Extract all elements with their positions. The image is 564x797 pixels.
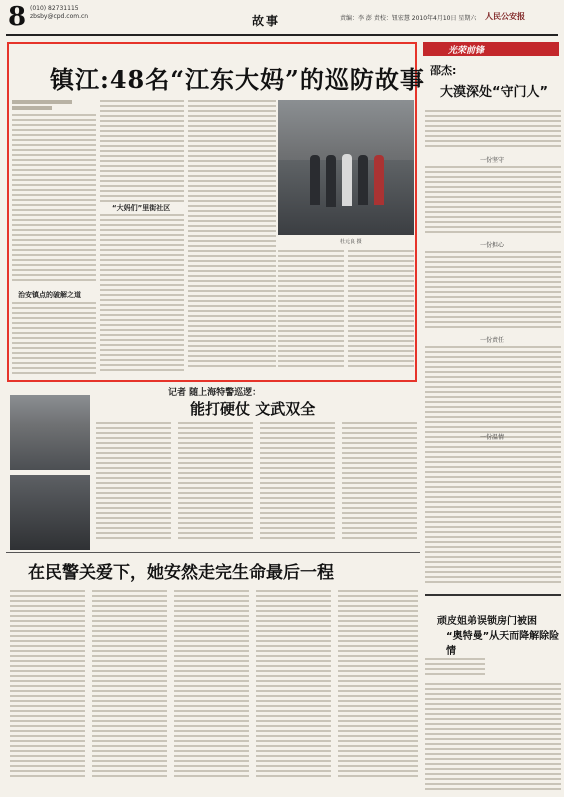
- bottom-rule: [6, 552, 420, 553]
- column-tag-text: 光荣前锋: [448, 46, 485, 56]
- right-box-headline-1: 顽皮姐弟误锁房门被困: [437, 616, 537, 627]
- main-headline: 镇江:48名“江东大妈”的巡防故事: [50, 65, 425, 94]
- right-subhead-4: 一份温情: [480, 434, 505, 441]
- contact-info: [30, 5, 88, 21]
- main-subhead-2: “大妈们”里街社区: [112, 204, 171, 212]
- right-text: [425, 100, 561, 590]
- main-col-4: [278, 250, 414, 375]
- main-col-1b: [12, 302, 96, 377]
- main-col-2: [100, 100, 184, 375]
- right-subhead-1: 一份坚守: [480, 157, 505, 164]
- bottom-text: [10, 590, 420, 790]
- middle-headline: 能打硬仗 文武双全: [190, 400, 316, 418]
- middle-text: [96, 422, 418, 550]
- photo-caption: 杜元良 摄: [340, 239, 362, 245]
- editor-line: [340, 13, 476, 22]
- middle-photo-2: [10, 475, 90, 550]
- bottom-headline: 在民警关爱下，她安然走完生命最后一程: [28, 563, 334, 583]
- page-number: 8: [8, 2, 27, 32]
- contact-email: zbsby@cpd.com.cn: [30, 13, 89, 20]
- middle-photo-1: [10, 395, 90, 470]
- right-box-text: [425, 648, 561, 793]
- main-col-3: [188, 100, 276, 375]
- paper-logo: 人民公安报: [485, 12, 525, 21]
- editor-text: 责编：李 澎 责校：钮宏慧: [340, 15, 410, 22]
- column-tag: [423, 42, 559, 56]
- patrol-photo: [278, 100, 414, 235]
- right-subhead-3: 一份责任: [480, 337, 505, 344]
- right-headline-1: 邵杰:: [430, 64, 457, 77]
- date-text: 2010年4月10日 星期六: [411, 15, 477, 22]
- section-title: 故事: [252, 14, 281, 28]
- right-box-headline-2: “奥特曼”从天而降解除险情: [446, 631, 560, 657]
- page-header: [0, 0, 564, 36]
- middle-kicker: 记者 随上海特警巡逻：: [168, 388, 262, 398]
- right-headline-2: 大漠深处“守门人”: [440, 85, 549, 100]
- contact-phone: (010) 82731115: [30, 5, 79, 12]
- right-subhead-2: 一份担心: [480, 242, 505, 249]
- header-rule: [6, 34, 558, 36]
- main-subhead-1: 治安镇点的破解之道: [18, 291, 81, 299]
